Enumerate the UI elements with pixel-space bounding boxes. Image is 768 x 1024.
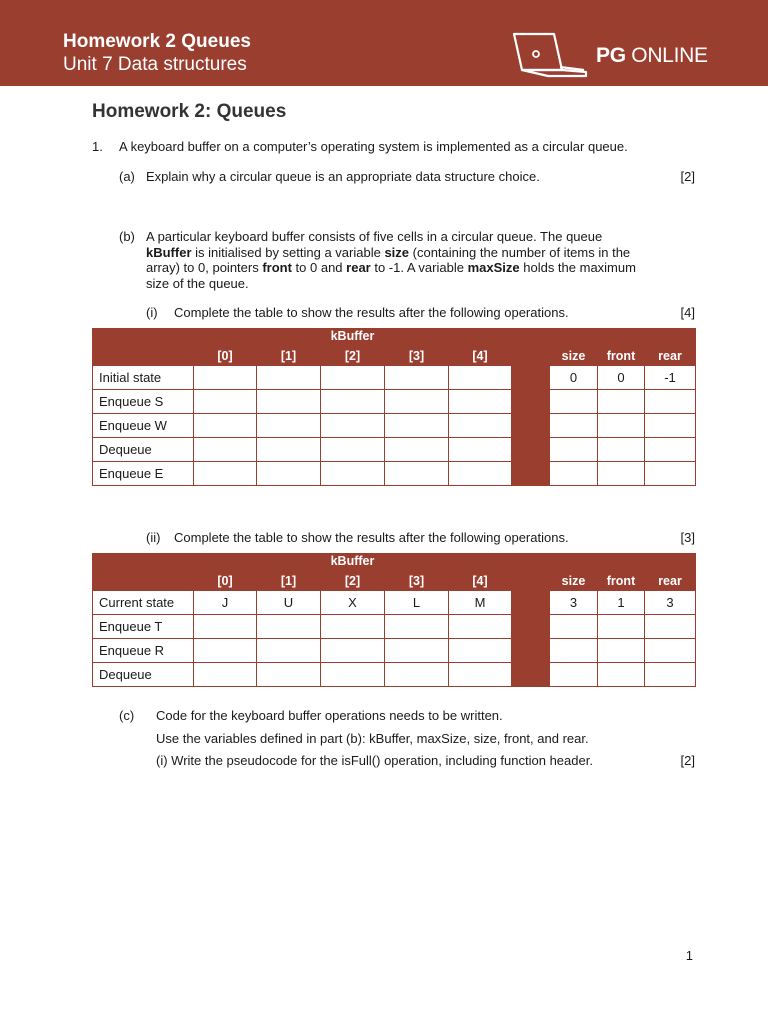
buffer-cell[interactable]: [321, 663, 385, 687]
buffer-cell[interactable]: [321, 366, 385, 390]
buffer-cell[interactable]: [385, 414, 449, 438]
index-header: [4]: [449, 343, 512, 366]
column-divider: [512, 639, 550, 663]
buffer-cell[interactable]: [449, 615, 512, 639]
rear-cell[interactable]: [645, 414, 696, 438]
part-bii-text: Complete the table to show the results after the following operations.: [174, 530, 569, 545]
buffer-cell[interactable]: [449, 462, 512, 486]
buffer-cell[interactable]: [385, 639, 449, 663]
buffer-cell[interactable]: [257, 414, 321, 438]
part-b-label: (b): [119, 229, 135, 244]
front-cell[interactable]: [598, 663, 645, 687]
buffer-cell[interactable]: L: [385, 591, 449, 615]
buffer-cell[interactable]: [321, 639, 385, 663]
array-name-header: kBuffer: [321, 329, 385, 344]
rear-cell[interactable]: [645, 615, 696, 639]
buffer-cell[interactable]: [385, 615, 449, 639]
part-a-text: Explain why a circular queue is an appropriate data structure choice.: [146, 169, 540, 184]
row-label: Enqueue S: [93, 390, 194, 414]
header-subtitle: Unit 7 Data structures: [63, 54, 247, 75]
size-cell[interactable]: [550, 390, 598, 414]
rear-cell[interactable]: [645, 663, 696, 687]
buffer-cell[interactable]: [321, 390, 385, 414]
kbuffer-table-2: [92, 553, 696, 687]
buffer-cell[interactable]: [321, 414, 385, 438]
buffer-cell[interactable]: [449, 663, 512, 687]
row-label: Enqueue R: [93, 639, 194, 663]
column-divider: [512, 390, 550, 414]
logo-text: PG ONLINE: [596, 44, 708, 67]
size-cell[interactable]: [550, 663, 598, 687]
rear-header: rear: [645, 343, 696, 366]
size-cell[interactable]: [550, 639, 598, 663]
front-cell[interactable]: [598, 414, 645, 438]
buffer-cell[interactable]: [449, 414, 512, 438]
part-bi-label: (i): [146, 305, 158, 320]
array-name-header: kBuffer: [321, 554, 385, 569]
index-header: [0]: [194, 343, 257, 366]
buffer-cell[interactable]: [385, 663, 449, 687]
index-header: [2]: [321, 343, 385, 366]
buffer-cell[interactable]: U: [257, 591, 321, 615]
buffer-cell[interactable]: [257, 438, 321, 462]
size-cell[interactable]: 0: [550, 366, 598, 390]
rear-cell[interactable]: [645, 462, 696, 486]
buffer-cell[interactable]: [194, 663, 257, 687]
table-row: [93, 663, 696, 687]
part-bi-mark: [4]: [680, 305, 695, 320]
buffer-cell[interactable]: J: [194, 591, 257, 615]
size-cell[interactable]: 3: [550, 591, 598, 615]
buffer-cell[interactable]: [257, 390, 321, 414]
buffer-cell[interactable]: [385, 462, 449, 486]
front-cell[interactable]: [598, 438, 645, 462]
rear-cell[interactable]: [645, 390, 696, 414]
rear-cell[interactable]: 3: [645, 591, 696, 615]
index-header: [4]: [449, 568, 512, 591]
buffer-cell[interactable]: [449, 390, 512, 414]
buffer-cell[interactable]: [257, 366, 321, 390]
column-divider: [512, 462, 550, 486]
column-divider: [512, 366, 550, 390]
part-a-label: (a): [119, 169, 135, 184]
part-bii-label: (ii): [146, 530, 161, 545]
buffer-cell[interactable]: [257, 663, 321, 687]
row-label: Enqueue E: [93, 462, 194, 486]
table-row: [93, 615, 696, 639]
page-number: 1: [685, 948, 693, 963]
index-header: [0]: [194, 568, 257, 591]
buffer-cell[interactable]: [257, 615, 321, 639]
index-header: [3]: [385, 568, 449, 591]
buffer-cell[interactable]: [194, 438, 257, 462]
column-divider: [512, 438, 550, 462]
index-header: [3]: [385, 343, 449, 366]
buffer-cell[interactable]: [385, 438, 449, 462]
buffer-cell[interactable]: [321, 462, 385, 486]
column-divider: [512, 414, 550, 438]
part-c-line-2: Use the variables defined in part (b): kBuffer, maxSize, size, front, and rear.: [156, 731, 589, 746]
part-bii-mark: [3]: [680, 530, 695, 545]
column-divider: [512, 591, 550, 615]
index-header: [1]: [257, 568, 321, 591]
buffer-cell[interactable]: [385, 390, 449, 414]
front-cell[interactable]: [598, 390, 645, 414]
size-header: size: [550, 343, 598, 366]
question-number: 1.: [92, 139, 103, 154]
row-label: Initial state: [93, 366, 194, 390]
buffer-cell[interactable]: [321, 438, 385, 462]
table-row: [93, 390, 696, 414]
table-row: [93, 414, 696, 438]
buffer-cell[interactable]: M: [449, 591, 512, 615]
kbuffer-table-1: [92, 328, 696, 486]
buffer-cell[interactable]: [194, 615, 257, 639]
buffer-cell[interactable]: X: [321, 591, 385, 615]
table-row: [93, 438, 696, 462]
buffer-cell[interactable]: [194, 366, 257, 390]
buffer-cell[interactable]: [449, 366, 512, 390]
front-cell[interactable]: [598, 615, 645, 639]
row-label: Current state: [93, 591, 194, 615]
buffer-cell[interactable]: [449, 438, 512, 462]
table-row: [93, 462, 696, 486]
size-header: size: [550, 568, 598, 591]
table-row: [93, 639, 696, 663]
row-label: Dequeue: [93, 663, 194, 687]
buffer-cell[interactable]: [321, 615, 385, 639]
rear-cell[interactable]: -1: [645, 366, 696, 390]
buffer-cell[interactable]: [385, 366, 449, 390]
row-label: Enqueue T: [93, 615, 194, 639]
table-row: [93, 591, 696, 615]
buffer-cell[interactable]: [449, 639, 512, 663]
rear-header: rear: [645, 568, 696, 591]
question-1-text: A keyboard buffer on a computer’s operating system is implemented as a circular queue.: [119, 139, 628, 154]
front-header: front: [598, 343, 645, 366]
buffer-cell[interactable]: [194, 639, 257, 663]
buffer-cell[interactable]: [257, 639, 321, 663]
index-header: [2]: [321, 568, 385, 591]
rear-cell[interactable]: [645, 438, 696, 462]
rear-cell[interactable]: [645, 639, 696, 663]
size-cell[interactable]: [550, 615, 598, 639]
header-title: Homework 2 Queues: [63, 31, 251, 52]
front-cell[interactable]: 0: [598, 366, 645, 390]
column-divider: [512, 615, 550, 639]
part-c-line-3: (i) Write the pseudocode for the isFull() operation, including function header.: [156, 753, 593, 768]
part-bi-text: Complete the table to show the results after the following operations.: [174, 305, 569, 320]
front-header: front: [598, 568, 645, 591]
index-header: [1]: [257, 343, 321, 366]
row-label: Enqueue W: [93, 414, 194, 438]
row-label: Dequeue: [93, 438, 194, 462]
laptop-icon: [510, 30, 590, 80]
document-title: Homework 2: Queues: [92, 101, 287, 122]
part-c-line-1: Code for the keyboard buffer operations needs to be written.: [156, 708, 503, 723]
buffer-cell[interactable]: [194, 462, 257, 486]
part-a-mark: [2]: [680, 169, 695, 184]
front-cell[interactable]: 1: [598, 591, 645, 615]
front-cell[interactable]: [598, 639, 645, 663]
pg-online-logo: [510, 30, 720, 80]
front-cell[interactable]: [598, 462, 645, 486]
buffer-cell[interactable]: [194, 414, 257, 438]
column-divider: [512, 663, 550, 687]
page-header: [0, 0, 768, 86]
part-c-label: (c): [119, 708, 135, 723]
size-cell[interactable]: [550, 438, 598, 462]
part-b-text: A particular keyboard buffer consists of five cells in a circular queue. The queue kBuffer is initialised by setting a variable size (containing the number of items in the array) to 0, pointers front to 0 and rear to -1. A variable maxSize holds the maximum size of the queue.: [146, 229, 636, 291]
buffer-cell[interactable]: [257, 462, 321, 486]
table-row: [93, 366, 696, 390]
part-c-mark: [2]: [680, 753, 695, 768]
size-cell[interactable]: [550, 462, 598, 486]
buffer-cell[interactable]: [194, 390, 257, 414]
size-cell[interactable]: [550, 414, 598, 438]
